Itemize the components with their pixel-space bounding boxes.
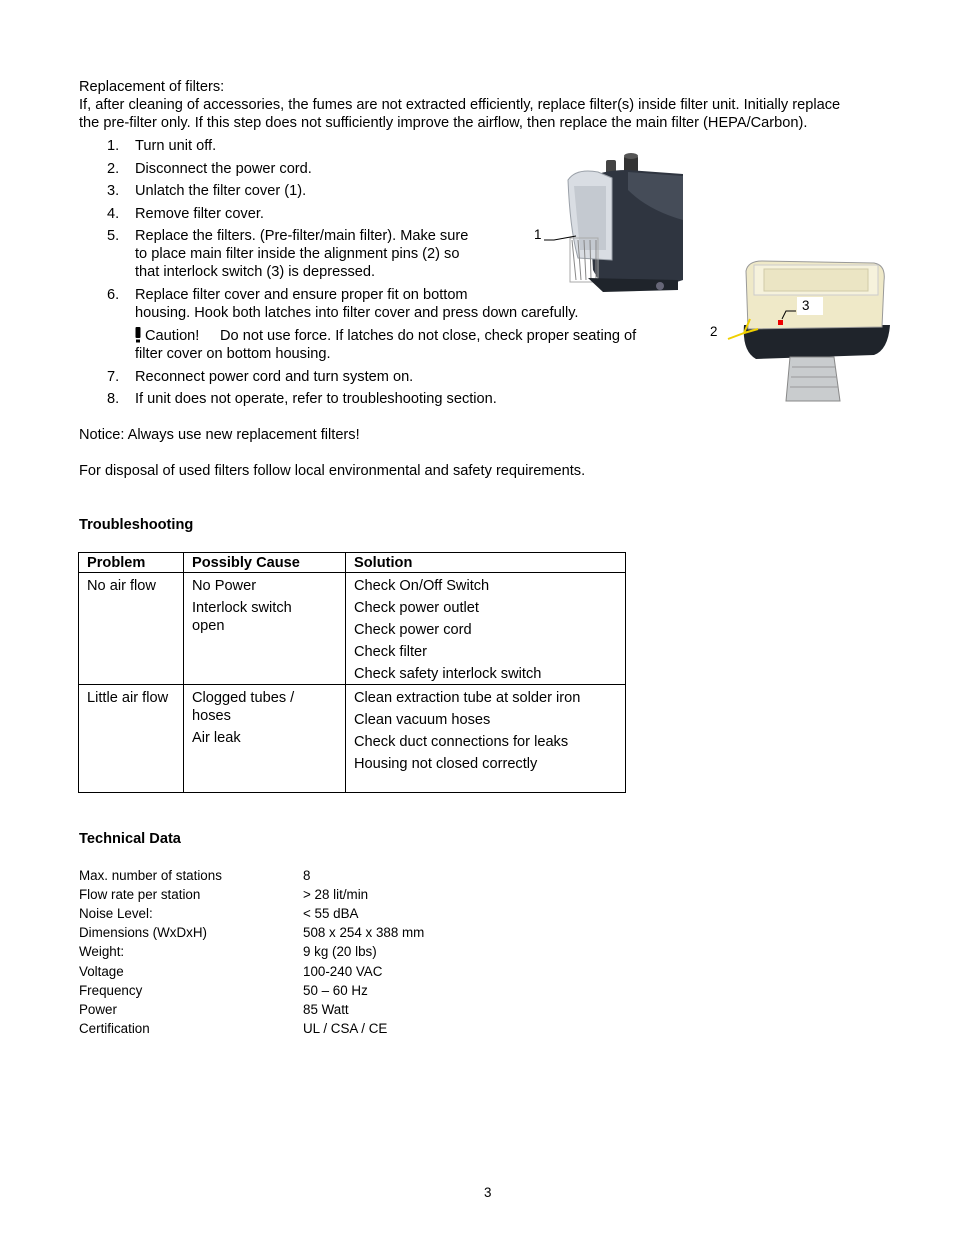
intro-line-1: If, after cleaning of accessories, the fumes are not extracted efficiently, replace filter(s) inside filter unit. Initially replace xyxy=(79,97,841,113)
header-solution: Solution xyxy=(346,553,626,573)
intro-heading: Replacement of filters: xyxy=(79,79,225,95)
step-6: 6. Replace filter cover and ensure proper fit on bottom housing. Hook both latches into filter cover and press down carefully. xyxy=(107,287,579,321)
tech-label: Dimensions (WxDxH) xyxy=(79,925,207,940)
tech-value: 100-240 VAC xyxy=(303,964,383,979)
tech-value: > 28 lit/min xyxy=(303,887,369,902)
tech-label: Frequency xyxy=(79,983,143,998)
tech-label: Voltage xyxy=(79,964,124,979)
figure-label-3: 3 xyxy=(802,298,810,313)
step-1: 1. Turn unit off. xyxy=(107,138,217,154)
cause-cell: Clogged tubes / hoses Air leak xyxy=(184,685,346,793)
step-5: 5. Replace the filters. (Pre-filter/main filter). Make sure to place main filter inside the alignment pins (2) so that interlock switch (3) is depressed. xyxy=(107,228,469,280)
step-7: 7. Reconnect power cord and turn system on. xyxy=(107,369,414,385)
tech-value: 50 – 60 Hz xyxy=(303,983,368,998)
tech-label: Noise Level: xyxy=(79,906,153,921)
step-3: 3. Unlatch the filter cover (1). xyxy=(107,183,307,199)
tech-label: Weight: xyxy=(79,944,125,959)
caution-text-2: filter cover on bottom housing. xyxy=(135,346,331,362)
caution-text: Do not use force. If latches do not close, check proper seating of xyxy=(220,328,637,344)
troubleshooting-table xyxy=(78,552,626,793)
tech-label: Certification xyxy=(79,1021,150,1036)
solution-cell: Check On/Off Switch Check power outlet Check power cord Check filter Check safety interlock switch xyxy=(346,573,626,685)
figure-label-1: 1 xyxy=(534,227,542,242)
tech-value: 508 x 254 x 388 mm xyxy=(303,925,425,940)
caution-label: Caution! xyxy=(145,328,200,344)
step-4: 4. Remove filter cover. xyxy=(107,206,264,222)
header-cause: Possibly Cause xyxy=(184,553,346,573)
open-filter-figure xyxy=(706,255,892,405)
tech-value: UL / CSA / CE xyxy=(303,1021,388,1036)
technical-heading: Technical Data xyxy=(79,831,181,847)
tech-label: Max. number of stations xyxy=(79,868,222,883)
problem-cell: Little air flow xyxy=(79,685,184,793)
solution-cell: Clean extraction tube at solder iron Clean vacuum hoses Check duct connections for leaks Housing not closed correctly xyxy=(346,685,626,793)
tech-value: 85 Watt xyxy=(303,1002,349,1017)
tech-value: < 55 dBA xyxy=(303,906,359,921)
step-2: 2. Disconnect the power cord. xyxy=(107,161,312,177)
filter-unit-figure xyxy=(528,150,688,295)
troubleshooting-heading: Troubleshooting xyxy=(79,517,194,533)
filter-unit-image xyxy=(528,150,688,295)
disposal-text: For disposal of used filters follow local environmental and safety requirements. xyxy=(79,463,586,479)
notice-text: Notice: Always use new replacement filters! xyxy=(79,427,360,443)
table-row xyxy=(79,685,626,793)
page-number: 3 xyxy=(484,1185,492,1200)
open-filter-image xyxy=(706,255,892,405)
header-problem: Problem xyxy=(79,553,184,573)
tech-value: 8 xyxy=(303,868,311,883)
tech-label: Flow rate per station xyxy=(79,887,201,902)
figure-label-2: 2 xyxy=(710,324,718,339)
intro-line-2: the pre-filter only. If this step does not sufficiently improve the airflow, then replace the main filter (HEPA/Carbon). xyxy=(79,115,808,131)
warning-icon xyxy=(135,327,141,343)
cause-cell: No Power Interlock switch open xyxy=(184,573,346,685)
step-8: 8. If unit does not operate, refer to troubleshooting section. xyxy=(107,391,497,407)
problem-cell: No air flow xyxy=(79,573,184,685)
intro-section xyxy=(79,78,909,132)
tech-label: Power xyxy=(79,1002,117,1017)
tech-value: 9 kg (20 lbs) xyxy=(303,944,377,959)
table-row xyxy=(79,573,626,685)
table-header-row xyxy=(79,553,626,573)
